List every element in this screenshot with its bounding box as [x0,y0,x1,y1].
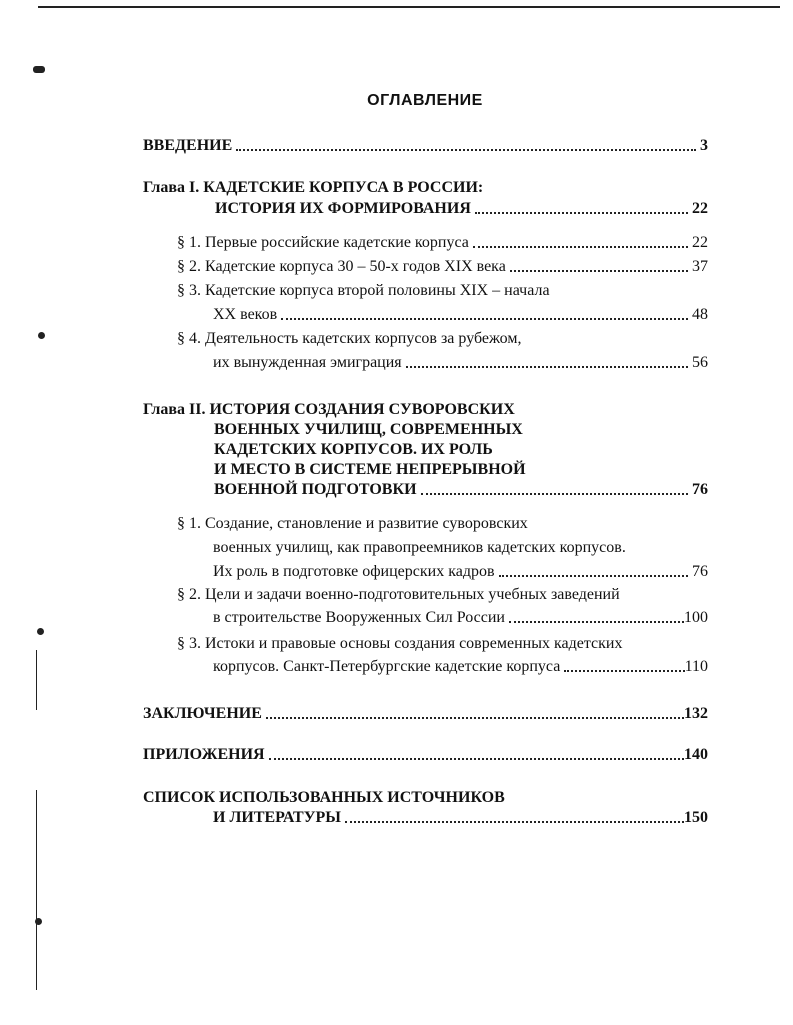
page-number: 22 [692,234,708,251]
leader-dots [510,270,688,272]
toc-entry-section: XX веков 48 [213,306,708,323]
toc-entry-appendices [143,745,708,765]
leader-dots [345,821,684,823]
leader-dots [269,758,684,760]
page-number: 76 [692,563,708,580]
top-border-rule [38,6,780,8]
leader-dots [421,493,688,495]
leader-dots [236,149,696,151]
page-number: 3 [700,137,708,154]
toc-entry-chapter-1 [215,199,708,219]
page-number: 100 [684,609,708,626]
toc-entry-section: § 1. Первые российские кадетские корпуса 22 [177,234,708,251]
scan-artifact [35,918,42,925]
page-number: 56 [692,354,708,371]
toc-entry-section: корпусов. Санкт-Петербургские кадетские корпуса 110 [213,658,708,675]
scan-artifact [36,790,37,990]
page-number: 76 [692,481,708,498]
page-number: 48 [692,306,708,323]
toc-label: ПРИЛОЖЕНИЯ [143,746,265,763]
leader-dots [499,575,688,577]
toc-label: ЗАКЛЮЧЕНИЕ [143,705,262,722]
chapter-title-line: И МЕСТО В СИСТЕМЕ НЕПРЕРЫВНОЙ [214,461,526,478]
toc-entry-section-line: § 1. Создание, становление и развитие суворовских [177,515,528,532]
leader-dots [473,246,688,248]
toc-label: ИСТОРИЯ ИХ ФОРМИРОВАНИЯ [215,200,471,217]
chapter-title-line: Глава I. КАДЕТСКИЕ КОРПУСА В РОССИИ: [143,179,484,196]
toc-entry-conclusion [143,704,708,724]
scan-artifact [33,66,45,73]
scan-artifact [36,650,37,710]
chapter-title-line: Глава II. ИСТОРИЯ СОЗДАНИЯ СУВОРОВСКИХ [143,401,515,418]
toc-entry-section-line: § 3. Кадетские корпуса второй половины XIX – начала [177,282,550,299]
page-number: 132 [684,705,708,722]
toc-label: И ЛИТЕРАТУРЫ [213,809,341,826]
toc-entry-section-line: § 4. Деятельность кадетских корпусов за рубежом, [177,330,522,347]
page-number: 150 [684,809,708,826]
toc-entry-section-line: § 3. Истоки и правовые основы создания современных кадетских [177,635,623,652]
page-number: 37 [692,258,708,275]
toc-label: ВВЕДЕНИЕ [143,137,233,154]
leader-dots [406,366,688,368]
scan-artifact [38,332,45,339]
scan-artifact [37,628,44,635]
chapter-title-line: ВОЕННЫХ УЧИЛИЩ, СОВРЕМЕННЫХ [214,421,523,438]
page-number: 140 [684,746,708,763]
toc-entry-introduction [143,136,708,156]
toc-entry-section: их вынужденная эмиграция 56 [213,354,708,371]
leader-dots [281,318,688,320]
leader-dots [266,717,684,719]
chapter-title-line: СПИСОК ИСПОЛЬЗОВАННЫХ ИСТОЧНИКОВ [143,789,505,806]
leader-dots [509,621,684,623]
page-title: ОГЛАВЛЕНИЕ [367,92,483,109]
toc-entry-sources [213,808,708,828]
page-number: 110 [684,658,708,675]
toc-label: ВОЕННОЙ ПОДГОТОВКИ [214,481,417,498]
toc-entry-chapter-2 [214,480,708,500]
toc-entry-section: Их роль в подготовке офицерских кадров 76 [213,563,708,580]
toc-entry-section-line: военных училищ, как правопреемников кадетских корпусов. [213,539,626,556]
toc-entry-section: в строительстве Вооруженных Сил России 100 [213,609,708,626]
page-number: 22 [692,200,708,217]
leader-dots [564,670,684,672]
leader-dots [475,212,688,214]
toc-entry-section: § 2. Кадетские корпуса 30 – 50-х годов XIX века 37 [177,258,708,275]
toc-entry-section-line: § 2. Цели и задачи военно-подготовительных учебных заведений [177,586,620,603]
chapter-title-line: КАДЕТСКИХ КОРПУСОВ. ИХ РОЛЬ [214,441,493,458]
